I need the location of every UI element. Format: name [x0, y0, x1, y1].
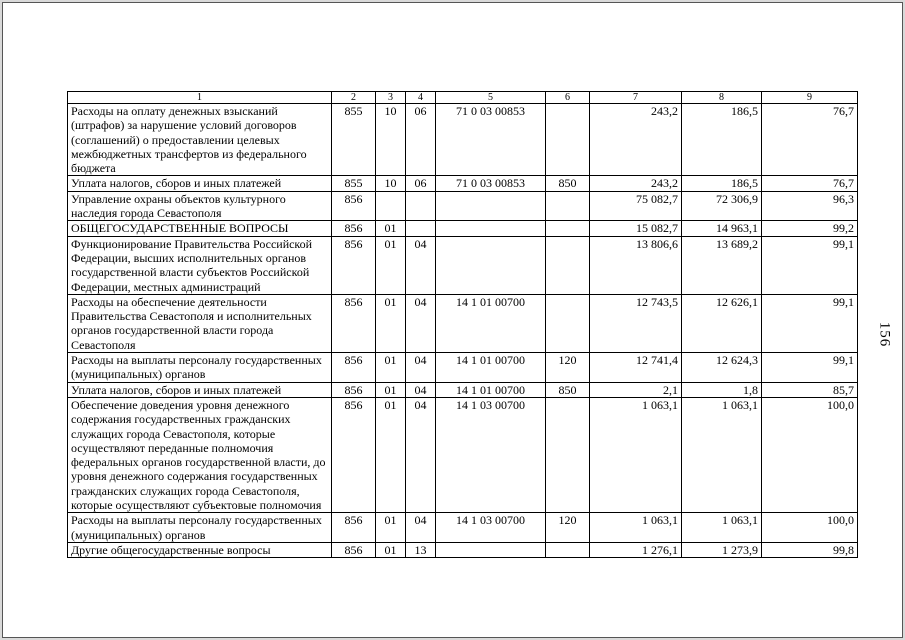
- table-row: [68, 513, 858, 543]
- target-article-code: [436, 236, 546, 294]
- ministry-code: 856: [332, 382, 376, 397]
- expense-type-code: [546, 236, 590, 294]
- expense-type-code: 120: [546, 513, 590, 543]
- budget-execution-table: [67, 91, 858, 558]
- expense-type-code: [546, 191, 590, 221]
- planned-amount: 15 082,7: [590, 221, 682, 236]
- execution-percent: 96,3: [762, 191, 858, 221]
- execution-percent: 100,0: [762, 513, 858, 543]
- planned-amount: 75 082,7: [590, 191, 682, 221]
- ministry-code: 856: [332, 353, 376, 383]
- page-number: 156: [876, 321, 893, 348]
- column-number: 4: [406, 92, 436, 104]
- subsection-code: 04: [406, 294, 436, 352]
- section-code: [376, 191, 406, 221]
- expense-type-code: 850: [546, 382, 590, 397]
- table-row: [68, 397, 858, 512]
- planned-amount: 243,2: [590, 104, 682, 176]
- section-code: 01: [376, 542, 406, 557]
- table-row: [68, 353, 858, 383]
- ministry-code: 856: [332, 513, 376, 543]
- subsection-code: 04: [406, 513, 436, 543]
- column-number: 2: [332, 92, 376, 104]
- executed-amount: 72 306,9: [682, 191, 762, 221]
- section-code: 01: [376, 236, 406, 294]
- target-article-code: [436, 221, 546, 236]
- expense-item-name: Расходы на обеспечение деятельности Правительства Севастополя и исполнительных органов государственной власти города Севастополя: [68, 294, 332, 352]
- section-code: 01: [376, 221, 406, 236]
- subsection-code: 04: [406, 382, 436, 397]
- planned-amount: 13 806,6: [590, 236, 682, 294]
- executed-amount: 186,5: [682, 104, 762, 176]
- planned-amount: 2,1: [590, 382, 682, 397]
- column-number: 6: [546, 92, 590, 104]
- table-row: [68, 382, 858, 397]
- expense-item-name: Уплата налогов, сборов и иных платежей: [68, 382, 332, 397]
- ministry-code: 856: [332, 397, 376, 512]
- execution-percent: 99,8: [762, 542, 858, 557]
- table-row: [68, 542, 858, 557]
- column-number-row: [68, 92, 858, 104]
- column-number: 8: [682, 92, 762, 104]
- executed-amount: 1,8: [682, 382, 762, 397]
- subsection-code: [406, 191, 436, 221]
- execution-percent: 76,7: [762, 104, 858, 176]
- target-article-code: 14 1 01 00700: [436, 353, 546, 383]
- subsection-code: 04: [406, 397, 436, 512]
- planned-amount: 1 063,1: [590, 397, 682, 512]
- section-code: 10: [376, 176, 406, 191]
- expense-item-name: Расходы на выплаты персоналу государственных (муниципальных) органов: [68, 513, 332, 543]
- executed-amount: 14 963,1: [682, 221, 762, 236]
- executed-amount: 1 063,1: [682, 397, 762, 512]
- section-code: 01: [376, 353, 406, 383]
- executed-amount: 186,5: [682, 176, 762, 191]
- table-row: [68, 221, 858, 236]
- ministry-code: 856: [332, 294, 376, 352]
- table-row: [68, 236, 858, 294]
- table-row: [68, 191, 858, 221]
- ministry-code: 855: [332, 176, 376, 191]
- target-article-code: 14 1 03 00700: [436, 397, 546, 512]
- expense-item-name: Функционирование Правительства Российской Федерации, высших исполнительных органов государственной власти субъектов Российской Федерации, местных администраций: [68, 236, 332, 294]
- executed-amount: 12 626,1: [682, 294, 762, 352]
- expense-type-code: 850: [546, 176, 590, 191]
- expense-type-code: [546, 221, 590, 236]
- expense-item-name: Обеспечение доведения уровня денежного содержания государственных гражданских служащих города Севастополя, которые осуществляют переданные полномочия федеральных органов государственной власти, до уровня денежного содержания государственных гражданских служащих города Севастополя, которые осуществляют субъектовые полномочия: [68, 397, 332, 512]
- planned-amount: 243,2: [590, 176, 682, 191]
- expense-item-name: Расходы на выплаты персоналу государственных (муниципальных) органов: [68, 353, 332, 383]
- document-page: [2, 2, 903, 638]
- expense-type-code: [546, 104, 590, 176]
- target-article-code: 14 1 03 00700: [436, 513, 546, 543]
- expense-item-name: ОБЩЕГОСУДАРСТВЕННЫЕ ВОПРОСЫ: [68, 221, 332, 236]
- column-number: 7: [590, 92, 682, 104]
- subsection-code: 06: [406, 176, 436, 191]
- subsection-code: 06: [406, 104, 436, 176]
- planned-amount: 1 063,1: [590, 513, 682, 543]
- subsection-code: 04: [406, 353, 436, 383]
- expense-item-name: Другие общегосударственные вопросы: [68, 542, 332, 557]
- execution-percent: 76,7: [762, 176, 858, 191]
- expense-type-code: [546, 542, 590, 557]
- ministry-code: 855: [332, 104, 376, 176]
- ministry-code: 856: [332, 191, 376, 221]
- planned-amount: 12 743,5: [590, 294, 682, 352]
- section-code: 01: [376, 513, 406, 543]
- column-number: 3: [376, 92, 406, 104]
- target-article-code: 71 0 03 00853: [436, 104, 546, 176]
- target-article-code: [436, 542, 546, 557]
- subsection-code: [406, 221, 436, 236]
- table-row: [68, 294, 858, 352]
- execution-percent: 85,7: [762, 382, 858, 397]
- expense-type-code: [546, 294, 590, 352]
- column-number: 5: [436, 92, 546, 104]
- execution-percent: 99,1: [762, 236, 858, 294]
- execution-percent: 99,1: [762, 353, 858, 383]
- target-article-code: 71 0 03 00853: [436, 176, 546, 191]
- ministry-code: 856: [332, 542, 376, 557]
- execution-percent: 100,0: [762, 397, 858, 512]
- expense-type-code: [546, 397, 590, 512]
- executed-amount: 1 063,1: [682, 513, 762, 543]
- executed-amount: 13 689,2: [682, 236, 762, 294]
- planned-amount: 1 276,1: [590, 542, 682, 557]
- expense-item-name: Управление охраны объектов культурного наследия города Севастополя: [68, 191, 332, 221]
- section-code: 01: [376, 397, 406, 512]
- column-number: 1: [68, 92, 332, 104]
- expense-item-name: Расходы на оплату денежных взысканий (штрафов) за нарушение условий договоров (соглашений) о предоставлении целевых межбюджетных трансфертов из федерального бюджета: [68, 104, 332, 176]
- target-article-code: 14 1 01 00700: [436, 382, 546, 397]
- planned-amount: 12 741,4: [590, 353, 682, 383]
- section-code: 10: [376, 104, 406, 176]
- execution-percent: 99,1: [762, 294, 858, 352]
- table-row: [68, 104, 858, 176]
- column-number: 9: [762, 92, 858, 104]
- expense-item-name: Уплата налогов, сборов и иных платежей: [68, 176, 332, 191]
- expense-type-code: 120: [546, 353, 590, 383]
- execution-percent: 99,2: [762, 221, 858, 236]
- executed-amount: 1 273,9: [682, 542, 762, 557]
- subsection-code: 13: [406, 542, 436, 557]
- target-article-code: [436, 191, 546, 221]
- ministry-code: 856: [332, 221, 376, 236]
- ministry-code: 856: [332, 236, 376, 294]
- subsection-code: 04: [406, 236, 436, 294]
- table-row: [68, 176, 858, 191]
- section-code: 01: [376, 294, 406, 352]
- target-article-code: 14 1 01 00700: [436, 294, 546, 352]
- executed-amount: 12 624,3: [682, 353, 762, 383]
- section-code: 01: [376, 382, 406, 397]
